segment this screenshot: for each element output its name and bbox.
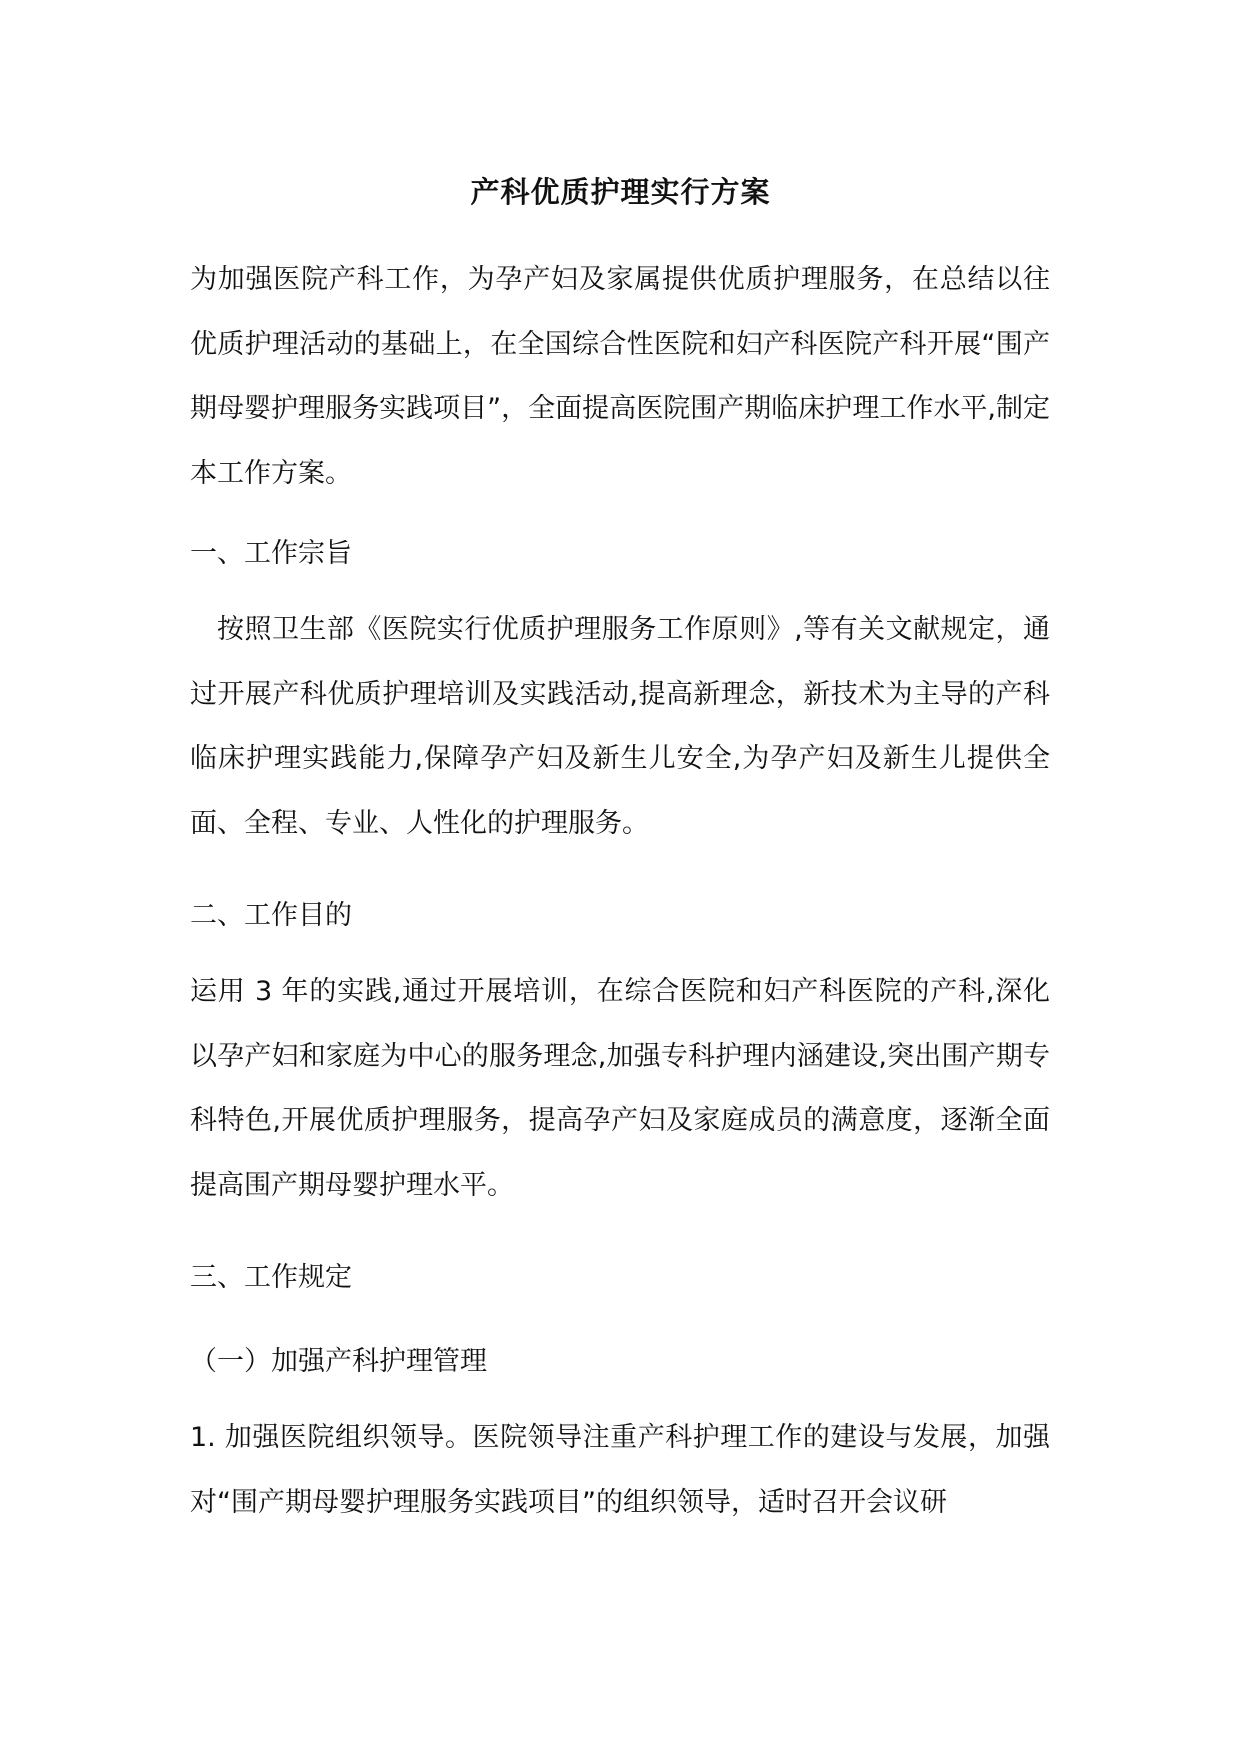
section-body-goal: 运用 3 年的实践,通过开展培训，在综合医院和妇产科医院的产科,深化以孕产妇和家庭为中心的服务理念,加强专科护理内涵建设,突出围产期专科特色,开展优质护理服务，提高孕产妇及家庭成员的满意度，逐渐全面提高围产期母婴护理水平。 xyxy=(190,976,1050,1201)
intro-paragraph: 为加强医院产科工作，为孕产妇及家属提供优质护理服务，在总结以往优质护理活动的基础上，在全国综合性医院和妇产科医院产科开展“围产期母婴护理服务实践项目”，全面提高医院围产期临床护理工作水平,制定本工作方案。 xyxy=(190,264,1050,489)
document-title: 产科优质护理实行方案 xyxy=(470,175,771,209)
section-heading-requirements: 三、工作规定 xyxy=(190,1262,352,1293)
section-body-purpose: 按照卫生部《医院实行优质护理服务工作原则》,等有关文献规定，通过开展产科优质护理培训及实践活动,提高新理念，新技术为主导的产科临床护理实践能力,保障孕产妇及新生儿安全,为孕产妇及新生儿提供全面、全程、专业、人性化的护理服务。 xyxy=(190,614,1050,839)
section-heading-goal: 二、工作目的 xyxy=(190,900,352,931)
sub-heading-management: （一）加强产科护理管理 xyxy=(190,1346,487,1377)
section-heading-purpose: 一、工作宗旨 xyxy=(190,538,352,569)
list-item-1: 1. 加强医院组织领导。医院领导注重产科护理工作的建设与发展，加强对“围产期母婴护理服务实践项目”的组织领导，适时召开会议研 xyxy=(190,1422,1050,1518)
